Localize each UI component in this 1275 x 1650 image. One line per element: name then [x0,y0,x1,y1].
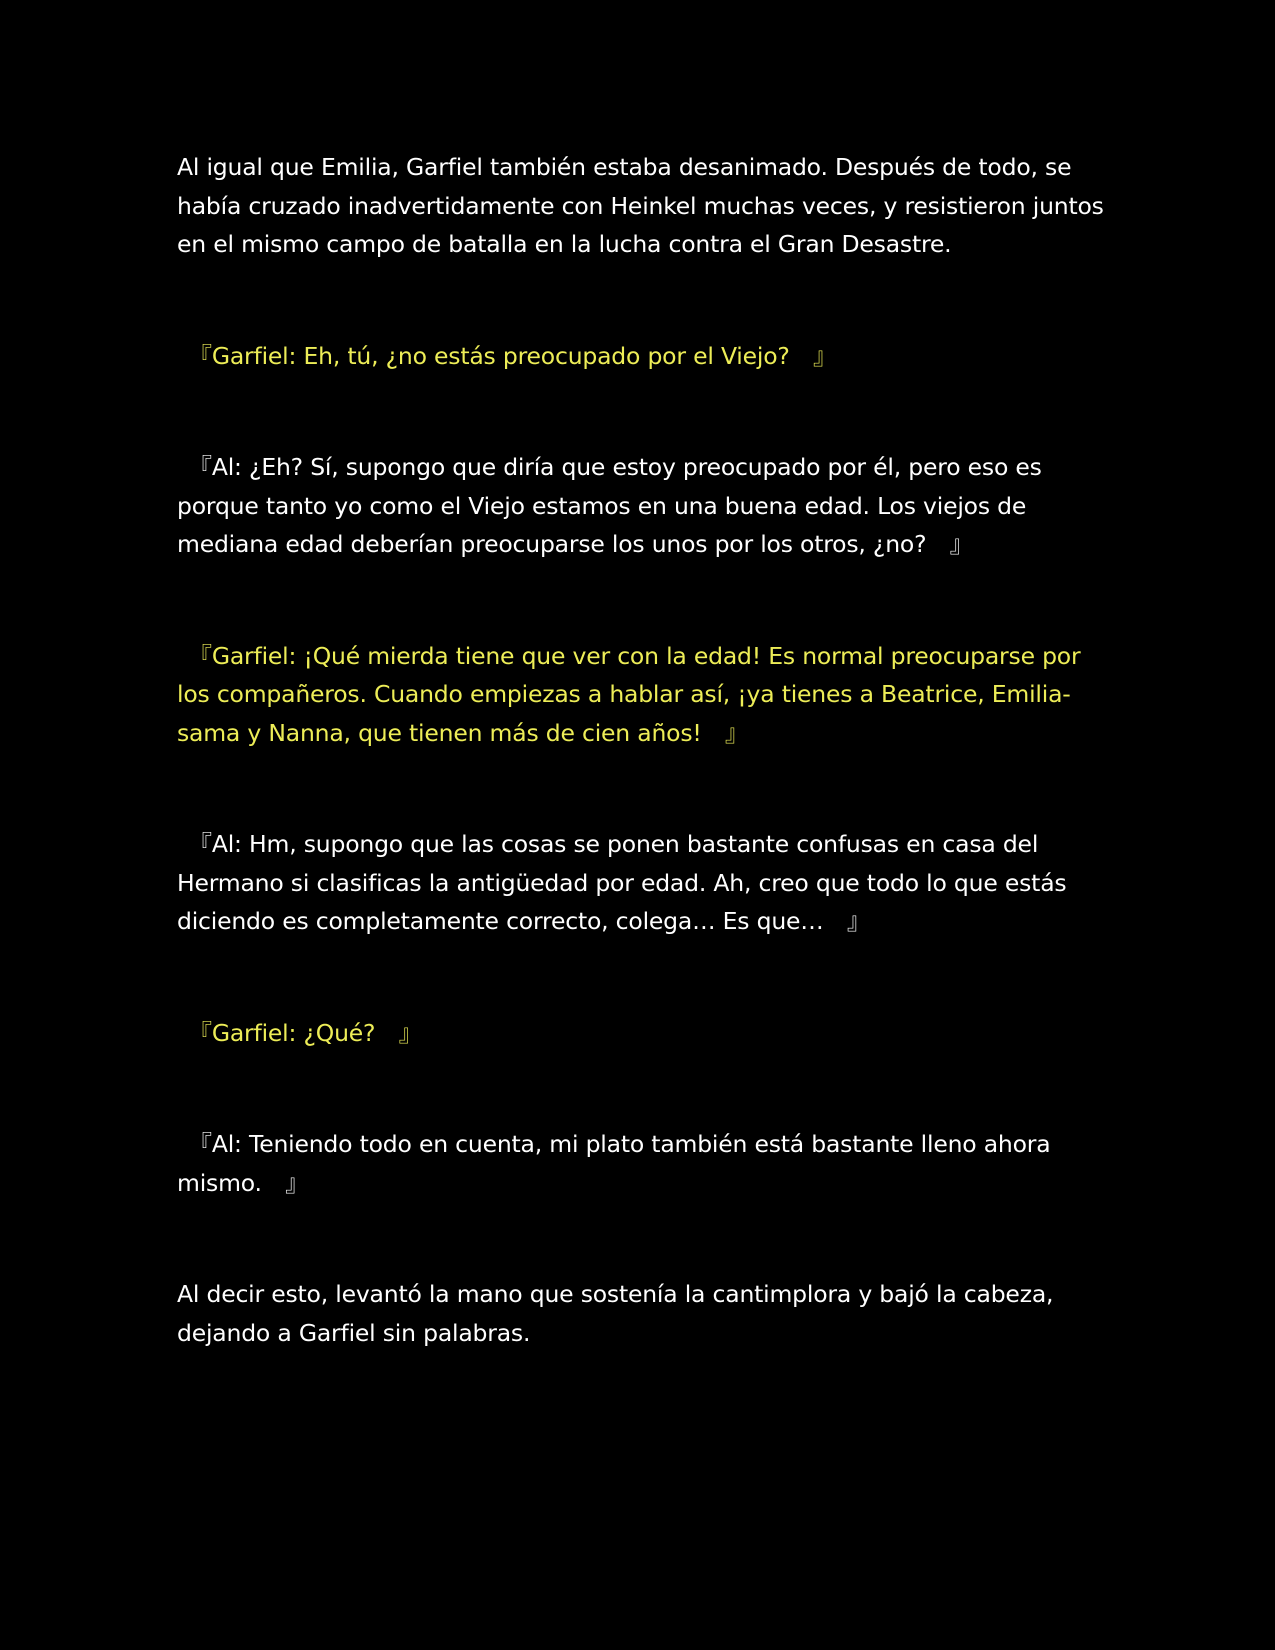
dialogue-garfiel: 『Garfiel: ¿Qué? 』 [177,1018,422,1047]
dialogue-al: 『Al: ¿Eh? Sí, supongo que diría que estoy preocupado por él, pero eso es porque tanto yo como el Viejo estamos en una buena edad. Los viejos de mediana edad deberían preocuparse los unos por los otros, ¿no? 』 [177,453,1042,558]
narration-paragraph: Al decir esto, levantó la mano que sostenía la cantimplora y bajó la cabeza, dejando a Garfiel sin palabras. [177,1280,1054,1347]
dialogue-garfiel: 『Garfiel: Eh, tú, ¿no estás preocupado por el Viejo? 』 [177,341,837,370]
narration-paragraph: Al igual que Emilia, Garfiel también estaba desanimado. Después de todo, se había cruzado inadvertidamente con Heinkel muchas veces, y resistieron juntos en el mismo campo de batalla en la lucha contra el Gran Desastre. [177,153,1104,258]
dialogue-al: 『Al: Teniendo todo en cuenta, mi plato también está bastante lleno ahora mismo. 』 [177,1130,1051,1197]
dialogue-garfiel: 『Garfiel: ¡Qué mierda tiene que ver con la edad! Es normal preocuparse por los compañeros. Cuando empiezas a hablar así, ¡ya tienes a Beatrice, Emilia-sama y Nanna, que tienen más de cien años! 』 [177,641,1081,747]
dialogue-al: 『Al: Hm, supongo que las cosas se ponen bastante confusas en casa del Hermano si clasificas la antigüedad por edad. Ah, creo que todo lo que estás diciendo es completamente correcto, colega… Es que… 』 [177,830,1067,935]
document-page [177,148,1107,1352]
